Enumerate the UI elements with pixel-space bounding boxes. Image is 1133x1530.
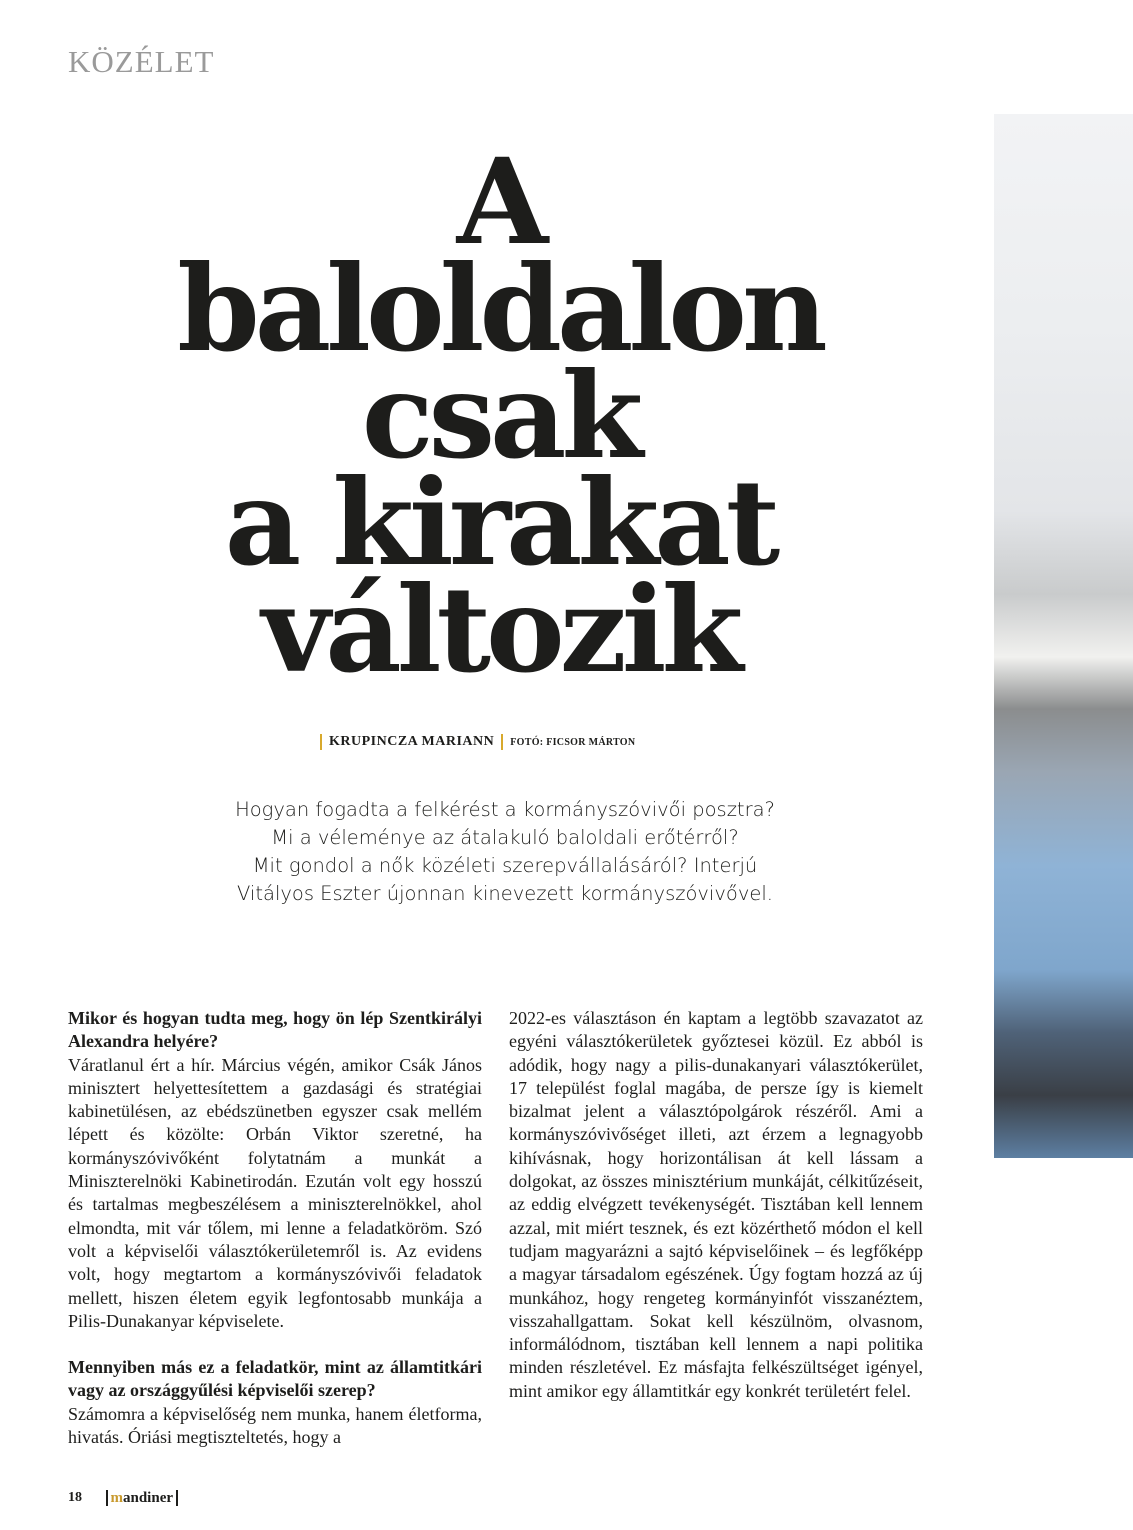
interview-question: Mennyiben más ez a feladatkör, mint az államtitkári vagy az országgyűlési képviselői szerep? [68,1357,482,1401]
interview-answer: Váratlanul ért a hír. Március végén, amikor Csák János minisztert helyettesítettem a gazdasági és stratégiai kabinetülésen, az ebédszünetben egyszer csak mellém lépett és közölte: Orbán Viktor szeretné, ha kormányszóvivőként folytatnám a munkát a Miniszterelnöki Kabinetirodán. Ezután volt egy hosszú és tartalmas megbeszélésem a miniszterelnökkel, ahol elmondta, mit vár tőlem, mi lenne a feladatköröm. Szó volt a képviselői választókerületemről is. Az evidens volt, hogy megtartom a kormányszóvivői feladatok mellett, hiszen életem egyik legfontosabb munkája a Pilis-Dunakanyar képviselete. [68,1054,482,1331]
headline-line: a kirakat [224,453,776,592]
page-footer [68,1488,178,1508]
interview-answer: 2022-es választáson én kaptam a legtöbb szavazatot az egyéni választókerületek győztesei közül. Ez abból is adódik, hogy nagy a pilis-dunakanyari választókerület, 17 települést foglal magába, de persze így is kiemelt bizalmat jelent a választópolgárok részéről. Ami a kormányszóvivőséget illeti, azt érzem a legnagyobb kihívásnak, hogy horizontálisan át kell lássam a dolgokat, az összes minisztérium munkáját, célkitűzéseit, az eddig elvégzett tevékenységét. Tisztában kell lennem azzal, mit miért tesznek, és ezt közérthető módon el kell tudjam magyarázni a sajtó képviselőinek – és legfőképp a magyar társadalom egészének. Úgy fogtam hozzá az új munkához, hogy rengeteg kormányinfót visszanéztem, visszahallgattam. Sokat kell készülnöm, olvasnom, informálódnom, tisztában kell lennem a napi politika minden részletével. Ez másfajta felkészültséget igényel, mint amikor egy államtitkár egy konkrét területért felel. [509,1008,923,1401]
byline [320,732,635,752]
interview-answer: Számomra a képviselőség nem munka, hanem életforma, hivatás. Óriási megtiszteltetés, hogy a [68,1403,482,1448]
headline-line: változik [261,560,739,699]
lead-line: Hogyan fogadta a felkérést a kormányszóvivői posztra? [235,798,775,821]
headline-line: csak [361,346,639,485]
lead-line: Mit gondol a nők közéleti szerepvállalásáról? Interjú [252,854,758,877]
lead-paragraph [180,796,830,908]
interview-question: Mikor és hogyan tudta meg, hogy ön lép Szentkirályi Alexandra helyére? [68,1008,482,1052]
byline-divider [501,734,503,750]
footer-divider [176,1490,178,1506]
photo-credit: FOTÓ: FICSOR MÁRTON [510,736,636,748]
page-number: 18 [68,1490,82,1505]
article-column-right [509,1007,923,1403]
cover-photo-edge [994,114,1133,1158]
headline-line: baloldalon [177,239,823,378]
magazine-logo: mandiner [110,1489,174,1506]
section-label: KÖZÉLET [68,44,215,79]
author-name: KRUPINCZA MARIANN [329,734,495,749]
lead-line: Mi a véleménye az átalakuló baloldali erőtérről? [271,826,739,849]
byline-divider [320,734,322,750]
headline-line: A [456,132,544,271]
headline [150,132,850,699]
article-column-left [68,1007,482,1449]
lead-line: Vitályos Eszter újonnan kinevezett kormányszóvivővel. [237,882,773,905]
